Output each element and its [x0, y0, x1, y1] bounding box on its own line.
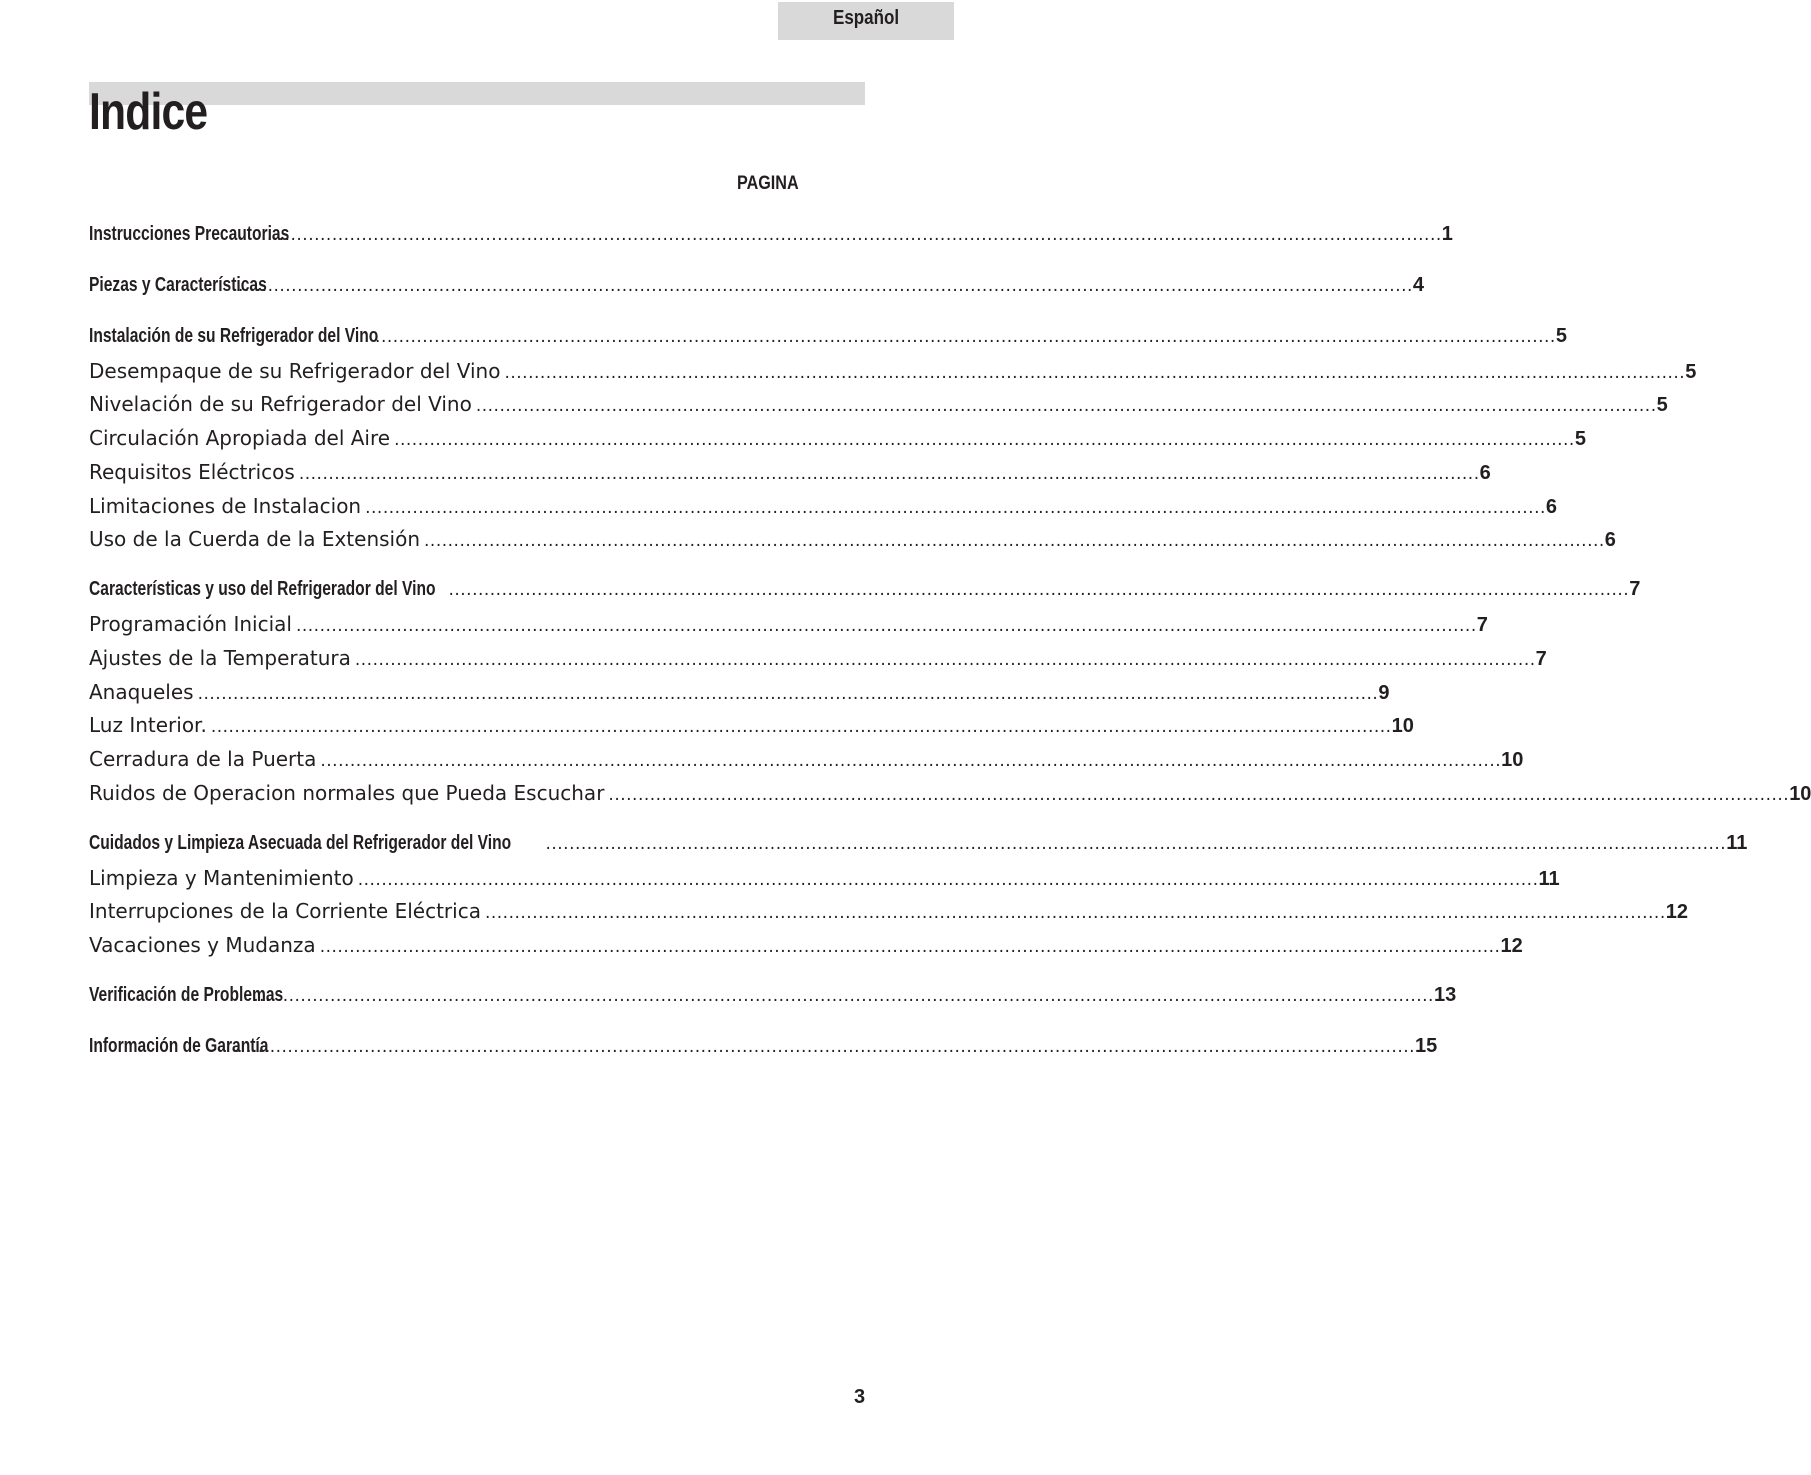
toc-leader-dots: ........................................................................................................................................................................................................	[357, 870, 1539, 890]
toc-leader-dots: ........................................................................................................................................................................................................	[484, 903, 1666, 923]
toc-entry-label: Interrupciones de la Corriente Eléctrica	[89, 899, 481, 923]
toc-entry-page: 10	[1789, 783, 1811, 805]
toc-entry-label: Ajustes de la Temperatura	[89, 646, 351, 670]
toc-entry-page: 12	[1500, 935, 1523, 957]
toc-entry	[89, 359, 1697, 389]
toc-entry	[89, 460, 1491, 490]
toc-leader-dots: ........................................................................................................................................................................................................	[260, 225, 1442, 245]
toc-entry-page: 11	[1538, 868, 1560, 890]
toc-entry	[89, 933, 1523, 963]
toc-entry	[89, 392, 1668, 422]
toc-entry	[89, 781, 1811, 811]
toc-leader-dots: ........................................................................................................................................................................................................	[253, 986, 1434, 1006]
toc-entry	[89, 899, 1688, 929]
toc-entry-label: Piezas y Características	[89, 274, 267, 296]
toc-leader-dots: ........................................................................................................................................................................................................	[504, 363, 1686, 383]
toc-entry	[89, 984, 1457, 1014]
toc-entry-page: 7	[1476, 614, 1488, 636]
toc-entry-label: Ruidos de Operacion normales que Pueda Escuchar	[89, 781, 605, 805]
toc-entry-label: Desempaque de su Refrigerador del Vino	[89, 359, 501, 383]
toc-entry	[89, 578, 1641, 608]
toc-entry	[89, 713, 1414, 743]
toc-entry	[89, 426, 1586, 456]
toc-leader-dots: ........................................................................................................................................................................................................	[354, 650, 1536, 670]
toc-entry-page: 6	[1479, 462, 1491, 484]
toc-entry-label: Requisitos Eléctricos	[89, 460, 295, 484]
toc-entry	[89, 832, 1748, 862]
toc-entry-page: 4	[1412, 274, 1425, 296]
toc-leader-dots: ........................................................................................................................................................................................................	[298, 464, 1480, 484]
toc-entry-label: Luz Interior.	[89, 713, 207, 737]
toc-leader-dots: ........................................................................................................................................................................................................	[295, 616, 1477, 636]
toc-entry	[89, 325, 1567, 355]
toc-entry-label: Limpieza y Mantenimiento	[89, 866, 354, 890]
toc-entry-label: Características y uso del Refrigerador del Vino	[89, 578, 436, 600]
toc-entry-page: 6	[1604, 529, 1616, 551]
toc-entry-label: Anaqueles	[89, 680, 194, 704]
toc-entry-page: 7	[1629, 578, 1641, 600]
toc-leader-dots: ........................................................................................................................................................................................................	[608, 785, 1790, 805]
toc-entry-label: Verificación de Problemas	[89, 984, 284, 1006]
toc-entry-label: Vacaciones y Mudanza	[89, 933, 316, 957]
toc-leader-dots: ........................................................................................................................................................................................................	[210, 717, 1392, 737]
toc-entry	[89, 223, 1453, 253]
toc-leader-dots: ........................................................................................................................................................................................................	[365, 498, 1546, 518]
toc-entry-page: 1	[1441, 223, 1453, 245]
language-tab-label: Español	[833, 7, 900, 29]
toc-leader-dots: ........................................................................................................................................................................................................	[234, 1037, 1416, 1057]
toc-entry-page: 5	[1685, 361, 1697, 383]
toc-entry-label: Uso de la Cuerda de la Extensión	[89, 527, 421, 551]
toc-entry-label: Cerradura de la Puerta	[89, 747, 317, 771]
page-number: 3	[854, 1386, 866, 1408]
toc-entry	[89, 646, 1547, 676]
toc-leader-dots: ........................................................................................................................................................................................................	[475, 396, 1657, 416]
toc-entry-page: 12	[1665, 901, 1688, 923]
toc-entry-page: 11	[1726, 832, 1748, 854]
toc-leader-dots: ........................................................................................................................................................................................................	[448, 580, 1630, 600]
toc-leader-dots: ........................................................................................................................................................................................................	[545, 834, 1727, 854]
toc-entry-label: Cuidados y Limpieza Asecuada del Refrigerador del Vino	[89, 832, 512, 854]
toc-entry	[89, 680, 1390, 710]
toc-entry-page: 5	[1574, 428, 1586, 450]
toc-entry-label: Instalación de su Refrigerador del Vino	[89, 325, 379, 347]
toc-leader-dots: ........................................................................................................................................................................................................	[319, 937, 1501, 957]
toc-entry-page: 10	[1391, 715, 1414, 737]
toc-entry-page: 9	[1378, 682, 1390, 704]
toc-entry	[89, 494, 1557, 524]
page-title: Indice	[89, 83, 208, 141]
toc-entry-page: 5	[1656, 394, 1668, 416]
toc-entry-label: Circulación Apropiada del Aire	[89, 426, 391, 450]
toc-leader-dots: ........................................................................................................................................................................................................	[375, 327, 1556, 347]
toc-entry-page: 5	[1555, 325, 1567, 347]
toc-entry-page: 7	[1535, 648, 1547, 670]
toc-entry-label: Programación Inicial	[89, 612, 292, 636]
page-column-header: PAGINA	[737, 173, 799, 194]
toc-entry	[89, 747, 1524, 777]
toc-entry	[89, 612, 1488, 642]
toc-leader-dots: ........................................................................................................................................................................................................	[197, 684, 1379, 704]
toc-entry-label: Nivelación de su Refrigerador del Vino	[89, 392, 472, 416]
toc-entry	[89, 1035, 1438, 1065]
toc-entry	[89, 527, 1616, 557]
toc-leader-dots: ........................................................................................................................................................................................................	[394, 430, 1575, 450]
toc-entry-label: Instrucciones Precautorias	[89, 223, 290, 245]
toc-entry-page: 10	[1501, 749, 1524, 771]
toc-entry-page: 15	[1415, 1035, 1438, 1057]
language-tab	[778, 2, 954, 40]
toc-leader-dots: ........................................................................................................................................................................................................	[424, 531, 1605, 551]
toc-leader-dots: ........................................................................................................................................................................................................	[232, 276, 1413, 296]
toc-entry	[89, 866, 1560, 896]
toc-entry-label: Información de Garantía	[89, 1035, 269, 1057]
toc-entry-page: 13	[1433, 984, 1457, 1006]
toc-entry	[89, 274, 1425, 304]
toc-entry-label: Limitaciones de Instalacion	[89, 494, 362, 518]
toc-entry-page: 6	[1545, 496, 1557, 518]
toc-leader-dots: ........................................................................................................................................................................................................	[320, 751, 1502, 771]
